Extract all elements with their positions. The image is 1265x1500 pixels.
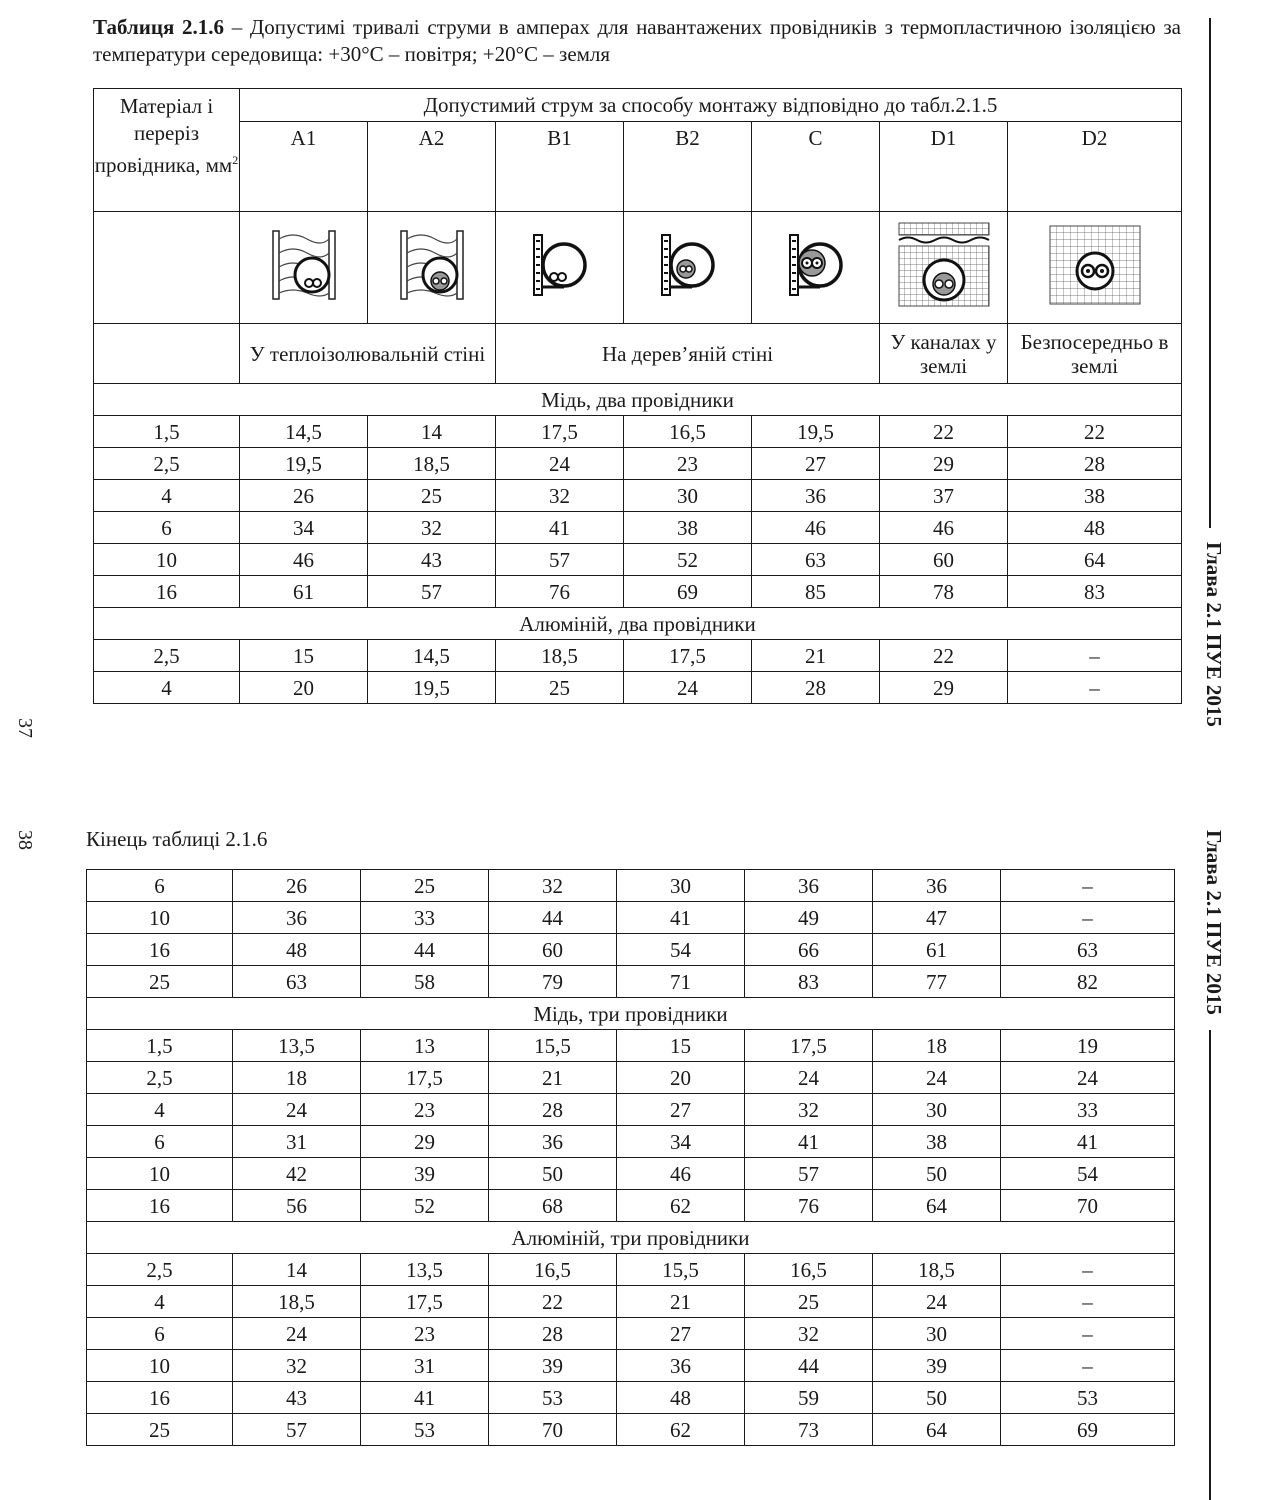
current-value-cell: 21	[617, 1286, 745, 1318]
current-value-cell: 60	[489, 934, 617, 966]
material-column-header: Матеріал і переріз провідника, $мм^2$	[94, 89, 240, 212]
current-value-cell: 28	[489, 1318, 617, 1350]
method-header-b2: B2	[624, 122, 752, 212]
current-table-part2	[86, 869, 1175, 1446]
current-value-cell: 24	[745, 1062, 873, 1094]
method-header-b1: B1	[496, 122, 624, 212]
current-value-cell: 44	[489, 902, 617, 934]
current-value-cell: 15	[617, 1030, 745, 1062]
table-row	[87, 1286, 1175, 1318]
current-value-cell: 18,5	[233, 1286, 361, 1318]
current-value-cell: 48	[233, 934, 361, 966]
current-value-cell: 33	[361, 902, 489, 934]
current-value-cell: 14,5	[240, 416, 368, 448]
table-caption	[93, 14, 1181, 68]
section-title: Алюміній, два провідники	[94, 608, 1182, 640]
table-caption-text: – Допустимі тривалі струми в амперах для навантажених провідників з термопластичною ізоляцією за температури середовища: +30°С – повітря; +20°С – земля	[93, 15, 1181, 66]
current-value-cell: 33	[1001, 1094, 1175, 1126]
section-header-row	[94, 384, 1182, 416]
current-value-cell: 38	[624, 512, 752, 544]
current-value-cell: 29	[361, 1126, 489, 1158]
current-value-cell: 61	[240, 576, 368, 608]
current-value-cell: 32	[745, 1094, 873, 1126]
continuation-title: Кінець таблиці 2.1.6	[86, 827, 268, 851]
cross-section-cell: 6	[87, 1126, 233, 1158]
current-value-cell: 76	[745, 1190, 873, 1222]
current-value-cell: 73	[745, 1414, 873, 1446]
current-value-cell: 52	[361, 1190, 489, 1222]
table-row	[94, 480, 1182, 512]
current-value-cell: 41	[361, 1382, 489, 1414]
current-value-cell: 17,5	[496, 416, 624, 448]
table-row	[94, 416, 1182, 448]
current-value-cell: 57	[745, 1158, 873, 1190]
current-value-cell: 25	[368, 480, 496, 512]
current-value-cell: 31	[233, 1126, 361, 1158]
method-icon-cell-c	[752, 212, 880, 324]
current-value-cell: 48	[1008, 512, 1182, 544]
method-header-d1: D1	[880, 122, 1008, 212]
current-value-cell: 30	[617, 870, 745, 902]
current-value-cell: 17,5	[745, 1030, 873, 1062]
current-value-cell: 21	[752, 640, 880, 672]
current-value-cell: 14,5	[368, 640, 496, 672]
cross-section-cell: 10	[94, 544, 240, 576]
current-value-cell: 71	[617, 966, 745, 998]
current-value-cell: 17,5	[361, 1286, 489, 1318]
current-value-cell: 23	[361, 1318, 489, 1350]
current-value-cell: 52	[624, 544, 752, 576]
current-value-cell: 54	[1001, 1158, 1175, 1190]
current-value-cell: 83	[745, 966, 873, 998]
current-value-cell: 53	[1001, 1382, 1175, 1414]
current-value-cell: 18,5	[496, 640, 624, 672]
chapter-side-label-top: Глава 2.1 ПУЕ 2015	[1202, 542, 1226, 727]
insulated-wall-single-icon	[271, 227, 337, 303]
table-row	[87, 1030, 1175, 1062]
cross-section-cell: 4	[94, 672, 240, 704]
current-value-cell: 63	[752, 544, 880, 576]
cross-section-cell: 2,5	[87, 1062, 233, 1094]
table-row	[87, 1350, 1175, 1382]
current-value-cell: 28	[489, 1094, 617, 1126]
page-number-37: 37	[14, 718, 36, 738]
section-title: Мідь, два провідники	[94, 384, 1182, 416]
wooden-wall-clipped-icon	[786, 227, 846, 303]
method-header-d2: D2	[1008, 122, 1182, 212]
current-value-cell: 77	[873, 966, 1001, 998]
current-value-cell: 25	[745, 1286, 873, 1318]
cross-section-cell: 16	[94, 576, 240, 608]
current-value-cell: 16,5	[489, 1254, 617, 1286]
current-value-cell: 56	[233, 1190, 361, 1222]
current-value-cell: 22	[880, 640, 1008, 672]
current-value-cell: 19	[1001, 1030, 1175, 1062]
current-value-cell: 25	[496, 672, 624, 704]
method-icon-cell-a2	[368, 212, 496, 324]
current-value-cell: 57	[496, 544, 624, 576]
current-value-cell: 46	[752, 512, 880, 544]
cross-section-cell: 16	[87, 1382, 233, 1414]
current-value-cell: 34	[617, 1126, 745, 1158]
table-row	[87, 1254, 1175, 1286]
current-value-cell: 18,5	[368, 448, 496, 480]
cross-section-cell: 16	[87, 934, 233, 966]
current-value-cell: –	[1001, 902, 1175, 934]
wooden-wall-conduit-multicore-icon	[658, 227, 718, 303]
current-value-cell: –	[1001, 870, 1175, 902]
mounting-method-group-header: Допустимий струм за способу монтажу відповідно до табл.2.1.5	[240, 89, 1182, 122]
current-value-cell: 39	[873, 1350, 1001, 1382]
current-value-cell: 13	[361, 1030, 489, 1062]
method-header-a2: A2	[368, 122, 496, 212]
current-value-cell: 39	[489, 1350, 617, 1382]
table-row	[94, 448, 1182, 480]
table-row	[87, 1158, 1175, 1190]
cross-section-cell: 6	[94, 512, 240, 544]
section-header-row	[87, 998, 1175, 1030]
current-value-cell: 24	[496, 448, 624, 480]
current-value-cell: –	[1008, 672, 1182, 704]
table-row	[94, 640, 1182, 672]
empty-icon-cell	[94, 212, 240, 324]
cross-section-cell: 25	[87, 1414, 233, 1446]
cross-section-cell: 2,5	[87, 1254, 233, 1286]
method-icon-cell-b2	[624, 212, 752, 324]
cross-section-cell: 1,5	[94, 416, 240, 448]
current-value-cell: 76	[496, 576, 624, 608]
table-row	[94, 544, 1182, 576]
current-value-cell: 27	[752, 448, 880, 480]
current-value-cell: 39	[361, 1158, 489, 1190]
current-value-cell: 44	[745, 1350, 873, 1382]
current-value-cell: 36	[873, 870, 1001, 902]
sidebar-rule-bottom	[1209, 1030, 1211, 1500]
current-value-cell: 59	[745, 1382, 873, 1414]
current-value-cell: 49	[745, 902, 873, 934]
current-value-cell: 26	[233, 870, 361, 902]
location-insulated-wall: У теплоізолювальній стіні	[240, 324, 496, 384]
cross-section-cell: 25	[87, 966, 233, 998]
current-value-cell: 32	[745, 1318, 873, 1350]
section-title: Алюміній, три провідники	[87, 1222, 1175, 1254]
cross-section-cell: 4	[94, 480, 240, 512]
table-row	[87, 902, 1175, 934]
current-value-cell: 38	[1008, 480, 1182, 512]
method-icon-cell-d2	[1008, 212, 1182, 324]
current-value-cell: –	[1001, 1286, 1175, 1318]
cross-section-cell: 10	[87, 1158, 233, 1190]
current-value-cell: 15,5	[489, 1030, 617, 1062]
current-value-cell: 27	[617, 1094, 745, 1126]
current-value-cell: 28	[752, 672, 880, 704]
current-value-cell: 13,5	[233, 1030, 361, 1062]
cross-section-cell: 6	[87, 870, 233, 902]
current-value-cell: 85	[752, 576, 880, 608]
current-value-cell: 20	[240, 672, 368, 704]
current-value-cell: 53	[361, 1414, 489, 1446]
current-value-cell: 19,5	[752, 416, 880, 448]
current-value-cell: 25	[361, 870, 489, 902]
current-value-cell: 63	[1001, 934, 1175, 966]
table-row	[87, 1190, 1175, 1222]
current-value-cell: 32	[368, 512, 496, 544]
table-row	[87, 1382, 1175, 1414]
table-row	[87, 870, 1175, 902]
current-value-cell: 50	[873, 1382, 1001, 1414]
current-value-cell: 24	[233, 1094, 361, 1126]
current-value-cell: 19,5	[368, 672, 496, 704]
section-header-row	[87, 1222, 1175, 1254]
current-value-cell: 32	[496, 480, 624, 512]
table-row	[87, 934, 1175, 966]
current-value-cell: 46	[880, 512, 1008, 544]
current-value-cell: 28	[1008, 448, 1182, 480]
cross-section-cell: 10	[87, 902, 233, 934]
current-value-cell: 27	[617, 1318, 745, 1350]
current-value-cell: 82	[1001, 966, 1175, 998]
current-value-cell: 18	[873, 1030, 1001, 1062]
section-title: Мідь, три провідники	[87, 998, 1175, 1030]
current-value-cell: 37	[880, 480, 1008, 512]
table-row	[94, 576, 1182, 608]
table-row	[87, 1318, 1175, 1350]
current-value-cell: 43	[233, 1382, 361, 1414]
table-row	[94, 672, 1182, 704]
current-value-cell: 41	[617, 902, 745, 934]
insulated-wall-multicore-icon	[399, 227, 465, 303]
table-row	[87, 966, 1175, 998]
current-value-cell: 15,5	[617, 1254, 745, 1286]
current-value-cell: 64	[873, 1190, 1001, 1222]
current-value-cell: 48	[617, 1382, 745, 1414]
current-value-cell: 24	[1001, 1062, 1175, 1094]
wooden-wall-conduit-icon	[530, 227, 590, 303]
current-table-part1	[93, 88, 1182, 704]
method-icon-cell-d1	[880, 212, 1008, 324]
method-header-a1: A1	[240, 122, 368, 212]
current-value-cell: 43	[368, 544, 496, 576]
current-value-cell: –	[1008, 640, 1182, 672]
current-value-cell: 36	[617, 1350, 745, 1382]
current-value-cell: 36	[745, 870, 873, 902]
current-value-cell: 42	[233, 1158, 361, 1190]
current-value-cell: 50	[489, 1158, 617, 1190]
direct-in-ground-icon	[1049, 225, 1141, 305]
current-value-cell: 17,5	[361, 1062, 489, 1094]
current-value-cell: 57	[233, 1414, 361, 1446]
table-row	[87, 1062, 1175, 1094]
current-value-cell: 22	[489, 1286, 617, 1318]
current-value-cell: 19,5	[240, 448, 368, 480]
current-value-cell: 29	[880, 672, 1008, 704]
current-value-cell: 22	[880, 416, 1008, 448]
cross-section-cell: 2,5	[94, 640, 240, 672]
table-row	[87, 1094, 1175, 1126]
current-value-cell: 24	[873, 1062, 1001, 1094]
location-wooden-wall: На дерев’яній стіні	[496, 324, 880, 384]
cross-section-cell: 2,5	[94, 448, 240, 480]
current-value-cell: 21	[489, 1062, 617, 1094]
section-header-row	[94, 608, 1182, 640]
location-ducts-in-ground: У каналах у землі	[880, 324, 1008, 384]
current-value-cell: 31	[361, 1350, 489, 1382]
current-value-cell: 46	[617, 1158, 745, 1190]
current-value-cell: 34	[240, 512, 368, 544]
cross-section-cell: 16	[87, 1190, 233, 1222]
current-value-cell: 64	[1008, 544, 1182, 576]
current-value-cell: 62	[617, 1190, 745, 1222]
current-value-cell: 70	[1001, 1190, 1175, 1222]
current-value-cell: 66	[745, 934, 873, 966]
current-value-cell: 58	[361, 966, 489, 998]
table-row	[94, 512, 1182, 544]
current-value-cell: 15	[240, 640, 368, 672]
current-value-cell: 38	[873, 1126, 1001, 1158]
current-value-cell: 44	[361, 934, 489, 966]
current-value-cell: 46	[240, 544, 368, 576]
current-value-cell: 69	[624, 576, 752, 608]
current-value-cell: 57	[368, 576, 496, 608]
current-value-cell: 23	[361, 1094, 489, 1126]
current-value-cell: 24	[624, 672, 752, 704]
current-value-cell: 78	[880, 576, 1008, 608]
current-value-cell: 16,5	[745, 1254, 873, 1286]
current-value-cell: 68	[489, 1190, 617, 1222]
sidebar-rule-top	[1209, 18, 1211, 528]
current-value-cell: 13,5	[361, 1254, 489, 1286]
current-value-cell: 62	[617, 1414, 745, 1446]
current-value-cell: 41	[1001, 1126, 1175, 1158]
current-value-cell: –	[1001, 1350, 1175, 1382]
current-value-cell: 32	[489, 870, 617, 902]
current-value-cell: 83	[1008, 576, 1182, 608]
current-value-cell: 30	[624, 480, 752, 512]
current-value-cell: 20	[617, 1062, 745, 1094]
current-value-cell: 17,5	[624, 640, 752, 672]
current-value-cell: 60	[880, 544, 1008, 576]
cross-section-cell: 10	[87, 1350, 233, 1382]
current-value-cell: 26	[240, 480, 368, 512]
current-value-cell: 36	[489, 1126, 617, 1158]
current-value-cell: 14	[233, 1254, 361, 1286]
chapter-side-label-bottom: Глава 2.1 ПУЕ 2015	[1202, 830, 1226, 1015]
current-value-cell: 79	[489, 966, 617, 998]
method-icon-cell-a1	[240, 212, 368, 324]
current-value-cell: 69	[1001, 1414, 1175, 1446]
page-number-38: 38	[14, 830, 36, 850]
current-value-cell: 24	[873, 1286, 1001, 1318]
current-value-cell: 70	[489, 1414, 617, 1446]
current-value-cell: 22	[1008, 416, 1182, 448]
current-value-cell: 30	[873, 1318, 1001, 1350]
current-value-cell: 50	[873, 1158, 1001, 1190]
current-value-cell: 23	[624, 448, 752, 480]
table-row	[87, 1414, 1175, 1446]
current-value-cell: –	[1001, 1318, 1175, 1350]
table-caption-label: Таблиця 2.1.6	[93, 15, 224, 39]
current-value-cell: 24	[233, 1318, 361, 1350]
current-value-cell: 30	[873, 1094, 1001, 1126]
cross-section-cell: 1,5	[87, 1030, 233, 1062]
current-value-cell: 61	[873, 934, 1001, 966]
empty-location-cell	[94, 324, 240, 384]
current-value-cell: 54	[617, 934, 745, 966]
current-value-cell: 16,5	[624, 416, 752, 448]
current-value-cell: 63	[233, 966, 361, 998]
current-value-cell: 32	[233, 1350, 361, 1382]
current-value-cell: 14	[368, 416, 496, 448]
current-value-cell: 18	[233, 1062, 361, 1094]
current-value-cell: –	[1001, 1254, 1175, 1286]
current-value-cell: 29	[880, 448, 1008, 480]
current-value-cell: 64	[873, 1414, 1001, 1446]
current-value-cell: 41	[496, 512, 624, 544]
current-value-cell: 36	[752, 480, 880, 512]
current-value-cell: 47	[873, 902, 1001, 934]
table-row	[87, 1126, 1175, 1158]
duct-in-ground-icon	[898, 222, 990, 308]
method-icon-cell-b1	[496, 212, 624, 324]
cross-section-cell: 4	[87, 1094, 233, 1126]
location-direct-in-ground: Безпосередньо в землі	[1008, 324, 1182, 384]
current-value-cell: 41	[745, 1126, 873, 1158]
current-value-cell: 53	[489, 1382, 617, 1414]
method-header-c: C	[752, 122, 880, 212]
cross-section-cell: 6	[87, 1318, 233, 1350]
cross-section-cell: 4	[87, 1286, 233, 1318]
current-value-cell: 36	[233, 902, 361, 934]
current-value-cell: 18,5	[873, 1254, 1001, 1286]
